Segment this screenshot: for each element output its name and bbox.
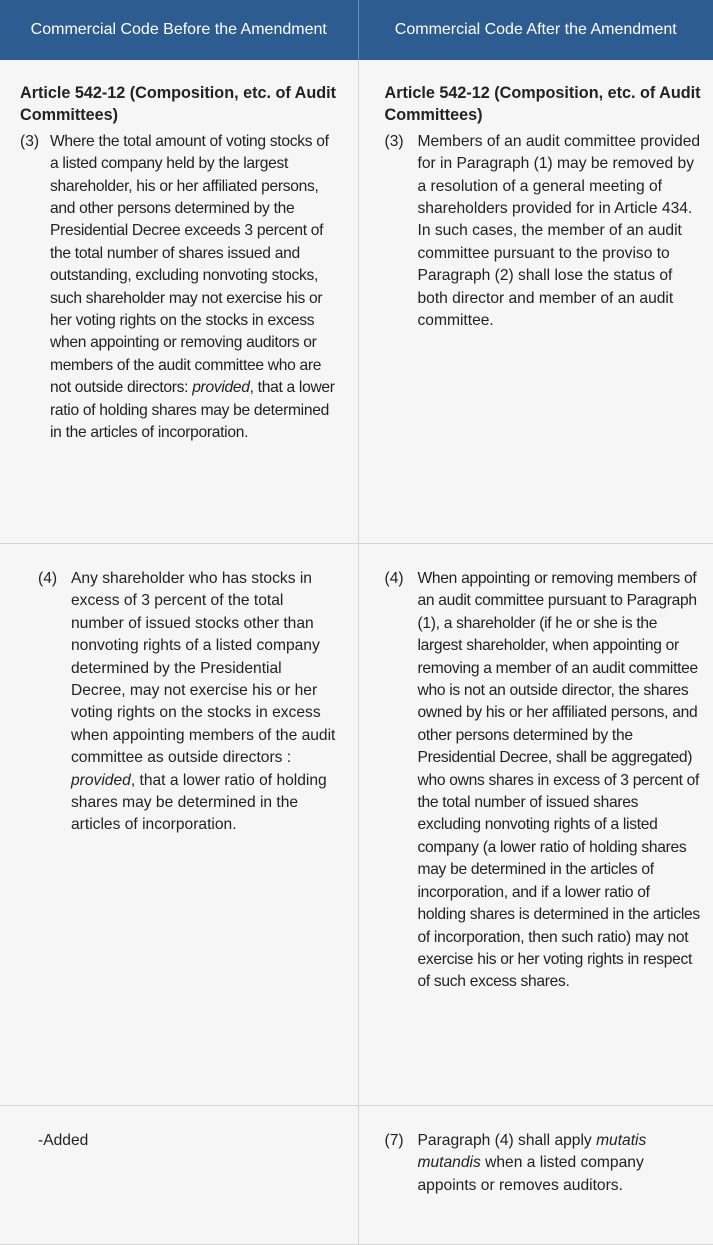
paragraph-number: (3): [384, 132, 404, 150]
paragraph-text-b: , that a lower ratio of holding shares may be determined in the articles of incorporation.: [71, 771, 327, 834]
paragraph-emphasis: provided: [192, 379, 250, 397]
paragraph-emphasis: mutatis mutandis: [417, 1132, 647, 1172]
article-title: Article 542-12 (Composition, etc. of Audit Committees): [20, 84, 336, 125]
before-cell: [0, 544, 358, 1106]
paragraph-number: (4): [384, 570, 404, 587]
table-row: [0, 544, 713, 1106]
paragraph-text: Members of an audit committee provided for in Paragraph (1) may be removed by a resolution of a general meeting of shareholders provided for in Article 434. In such cases, the member of an audit committee pursuant to the proviso to Paragraph (2) shall lose the status of both director and member of an audit committee.: [417, 132, 701, 330]
paragraph-text: [71, 568, 340, 837]
paragraph-text-a: Where the total amount of voting stocks of a listed company held by the largest shareholder, his or her affiliated persons, and other persons determined by the Presidential Decree exceeds 3 percent of the total number of shares issued and outstanding, excluding nonvoting stocks, such shareholder may not exercise his or her voting rights on the stocks in excess when appointing or removing auditors or members of the audit committee who are not outside directors:: [50, 132, 329, 397]
article-title: Article 542-12 (Composition, etc. of Audit Committees): [384, 84, 701, 125]
paragraph: [38, 568, 340, 837]
after-cell: [358, 1106, 713, 1245]
paragraph-text: [418, 1130, 702, 1197]
before-cell: [0, 60, 358, 544]
paragraph-text: When appointing or removing members of an audit committee pursuant to Paragraph (1), a shareholder (if he or she is the largest shareholder, when appointing or removing a member of an audit committee who is not an outside director, the shares owned by his or her affiliated persons, and other persons determined by the Presidential Decree, shall be aggregated) who owns shares in excess of 3 percent of the total number of issued shares excluding nonvoting rights of a listed company (a lower ratio of holding shares may be determined in the articles of incorporation, and if a lower ratio of holding shares is determined in the articles of incorporation, then such ratio) may not exercise his or her voting rights in respect of such excess shares.: [417, 570, 700, 991]
paragraph-number: (4): [38, 570, 58, 587]
after-cell: [358, 544, 713, 1106]
header-before: Commercial Code Before the Amendment: [0, 0, 358, 60]
paragraph: [385, 1130, 702, 1197]
paragraph-emphasis: provided: [71, 771, 131, 789]
header-after: Commercial Code After the Amendment: [358, 0, 713, 60]
paragraph-text-b: , that a lower ratio of holding shares may be determined in the articles of incorporation.: [50, 379, 335, 442]
paragraph: [385, 131, 702, 333]
paragraph: [20, 131, 340, 445]
paragraph-text: [50, 131, 340, 445]
paragraph-text-b: when a listed company appoints or removes auditors.: [417, 1154, 644, 1194]
paragraph-text-a: Any shareholder who has stocks in excess of 3 percent of the total number of issued stocks other than nonvoting rights of a listed company determined by the Presidential Decree, may not exercise his or her voting rights on the stocks in excess when appointing members of the audit committee as outside directors :: [71, 570, 336, 767]
paragraph: [385, 568, 702, 994]
header-row: [0, 0, 713, 60]
after-cell: [358, 60, 713, 544]
table-row: [0, 1106, 713, 1245]
table-row: [0, 60, 713, 544]
paragraph-number: (3): [20, 132, 40, 150]
before-cell: [0, 1106, 358, 1245]
added-note: -Added: [38, 1132, 89, 1149]
paragraph-number: (7): [384, 1132, 404, 1149]
paragraph-text-a: Paragraph (4) shall apply: [417, 1132, 597, 1149]
